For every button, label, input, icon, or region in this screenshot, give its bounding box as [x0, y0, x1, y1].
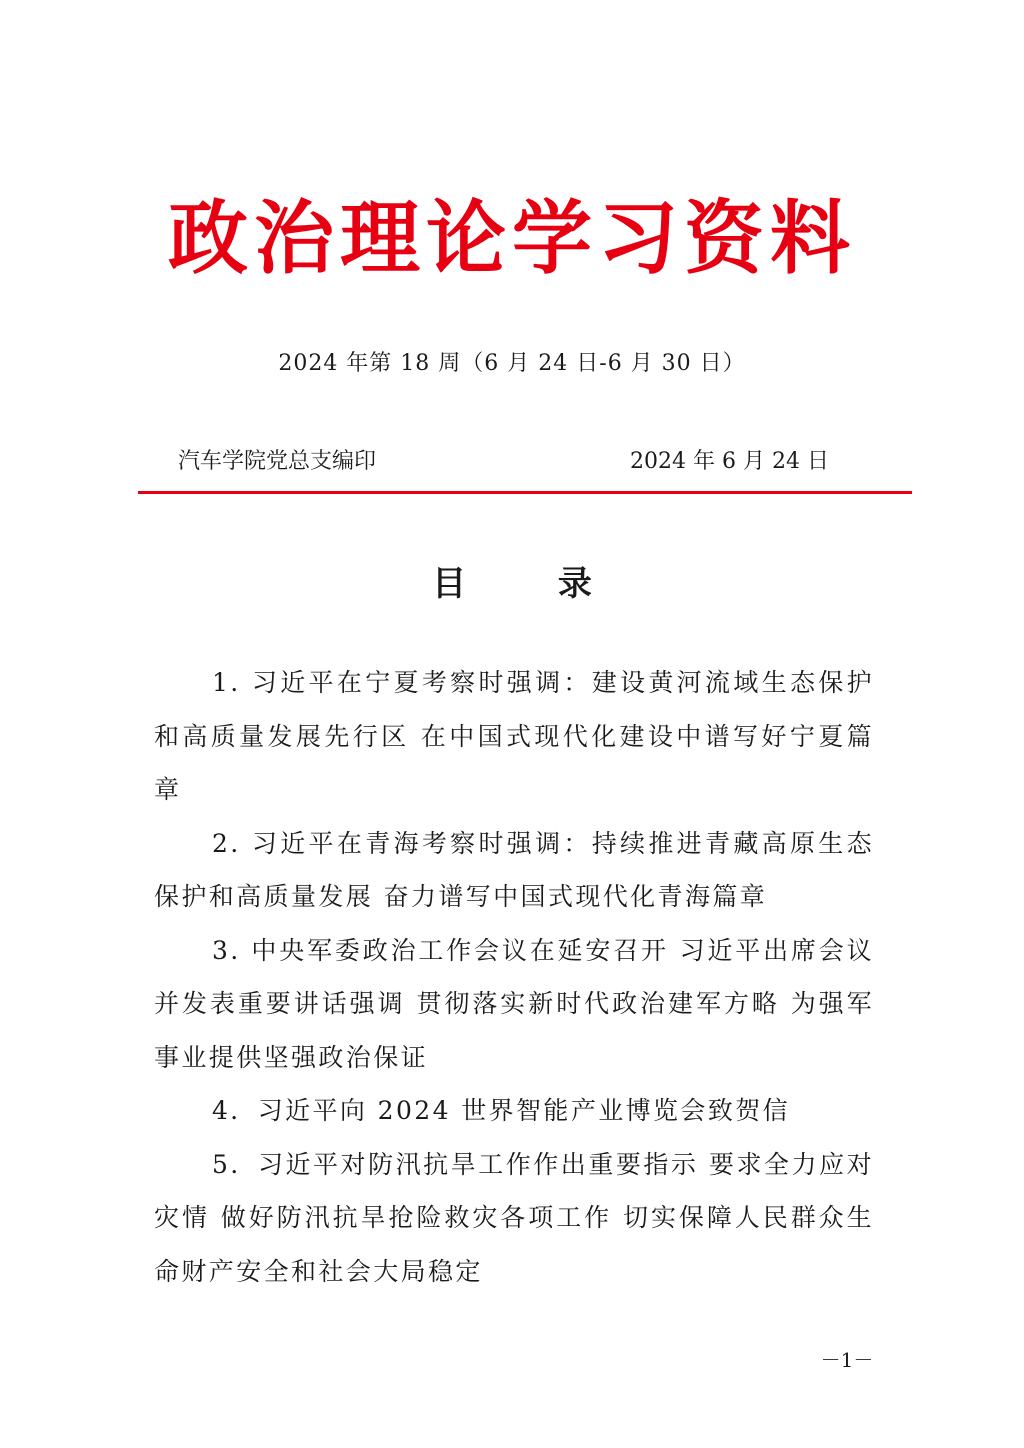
publish-date: 2024 年 6 月 24 日 [630, 449, 829, 474]
issue-line: 2024 年第 18 周（6 月 24 日-6 月 30 日） [278, 351, 746, 376]
toc-item-4[interactable]: 4．习近平向 2024 世界智能产业博览会致贺信 [212, 1096, 791, 1125]
masthead-title: 政治理论学习资料 [168, 191, 856, 285]
toc-item-2[interactable]: 2. 习近平在青海考察时强调：持续推进青藏高原生态保护和高质量发展 奋力谱写中国式现代化青海篇章 [154, 828, 874, 911]
toc-item-3[interactable]: 3. 中央军委政治工作会议在延安召开 习近平出席会议并发表重要讲话强调 贯彻落实新时代政治建军方略 为强军事业提供坚强政治保证 [154, 935, 874, 1072]
table-of-contents [154, 656, 874, 1298]
editor-label: 汽车学院党总支编印 [178, 449, 377, 474]
header-divider [138, 491, 912, 494]
toc-heading: 目 录 [432, 564, 632, 604]
toc-item-1[interactable]: 1. 习近平在宁夏考察时强调：建设黄河流域生态保护和高质量发展先行区 在中国式现代化建设中谱写好宁夏篇章 [154, 668, 874, 804]
page-number: －1－ [820, 1348, 874, 1372]
toc-item-5[interactable]: 5．习近平对防汛抗旱工作作出重要指示 要求全力应对灾情 做好防汛抗旱抢险救灾各项工作 切实保障人民群众生命财产安全和社会大局稳定 [154, 1149, 874, 1286]
